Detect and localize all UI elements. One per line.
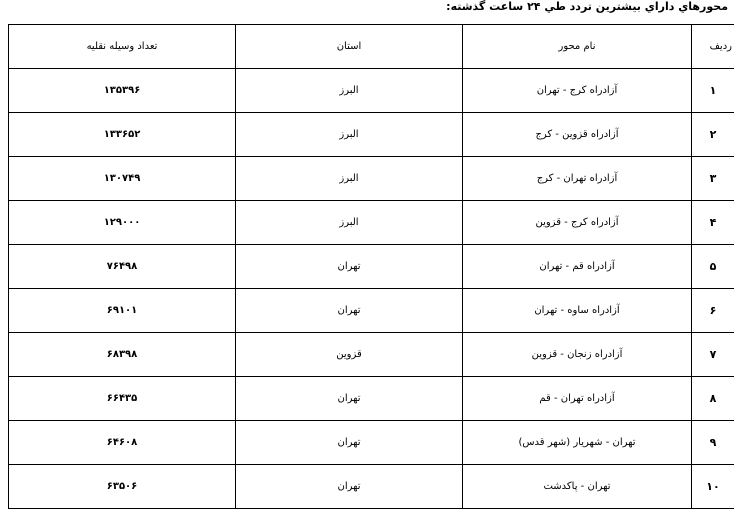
table-row xyxy=(9,421,734,465)
row-index: ۱ xyxy=(692,69,734,113)
column-header-count: تعداد وسيله نقليه xyxy=(9,25,236,69)
road-name: آزادراه قزوين - کرج xyxy=(463,113,692,157)
province: البرز xyxy=(236,201,463,245)
row-index: ۴ xyxy=(692,201,734,245)
row-index: ۳ xyxy=(692,157,734,201)
row-index: ۷ xyxy=(692,333,734,377)
row-index: ۱۰ xyxy=(692,465,734,509)
road-name: آزادراه ساوه - تهران xyxy=(463,289,692,333)
row-index: ۵ xyxy=(692,245,734,289)
table-header-row xyxy=(9,25,734,69)
vehicle-count: ۶۹۱۰۱ xyxy=(9,289,236,333)
road-name: آزادراه تهران - قم xyxy=(463,377,692,421)
table-row xyxy=(9,465,734,509)
page-heading: محورهاي داراي بيشترين تردد طي ۲۴ ساعت گذشته: xyxy=(446,0,728,13)
row-index: ۹ xyxy=(692,421,734,465)
road-name: آزادراه قم - تهران xyxy=(463,245,692,289)
table-row xyxy=(9,201,734,245)
row-index: ۶ xyxy=(692,289,734,333)
vehicle-count: ۱۳۰۷۴۹ xyxy=(9,157,236,201)
road-name: تهران - پاکدشت xyxy=(463,465,692,509)
vehicle-count: ۶۴۶۰۸ xyxy=(9,421,236,465)
road-name: آزادراه زنجان - قزوين xyxy=(463,333,692,377)
province: تهران xyxy=(236,289,463,333)
vehicle-count: ۱۲۹۰۰۰ xyxy=(9,201,236,245)
vehicle-count: ۶۳۵۰۶ xyxy=(9,465,236,509)
vehicle-count: ۱۳۵۳۹۶ xyxy=(9,69,236,113)
road-name: تهران - شهريار (شهر قدس) xyxy=(463,421,692,465)
province: قزوين xyxy=(236,333,463,377)
province: تهران xyxy=(236,465,463,509)
row-index: ۸ xyxy=(692,377,734,421)
vehicle-count: ۶۶۴۳۵ xyxy=(9,377,236,421)
province: تهران xyxy=(236,377,463,421)
province: تهران xyxy=(236,421,463,465)
vehicle-count: ۷۶۴۹۸ xyxy=(9,245,236,289)
province: البرز xyxy=(236,157,463,201)
column-header-name: نام محور xyxy=(463,25,692,69)
province: تهران xyxy=(236,245,463,289)
table-row xyxy=(9,157,734,201)
table-row xyxy=(9,69,734,113)
vehicle-count: ۱۳۳۶۵۲ xyxy=(9,113,236,157)
traffic-table xyxy=(8,24,734,509)
table-row xyxy=(9,333,734,377)
table-row xyxy=(9,245,734,289)
road-name: آزادراه کرج - تهران xyxy=(463,69,692,113)
road-name: آزادراه کرج - قزوين xyxy=(463,201,692,245)
province: البرز xyxy=(236,113,463,157)
table-row xyxy=(9,113,734,157)
road-name: آزادراه تهران - کرج xyxy=(463,157,692,201)
row-index: ۲ xyxy=(692,113,734,157)
table-row xyxy=(9,377,734,421)
column-header-province: استان xyxy=(236,25,463,69)
province: البرز xyxy=(236,69,463,113)
table-row xyxy=(9,289,734,333)
column-header-index: رديف xyxy=(692,25,734,69)
vehicle-count: ۶۸۳۹۸ xyxy=(9,333,236,377)
